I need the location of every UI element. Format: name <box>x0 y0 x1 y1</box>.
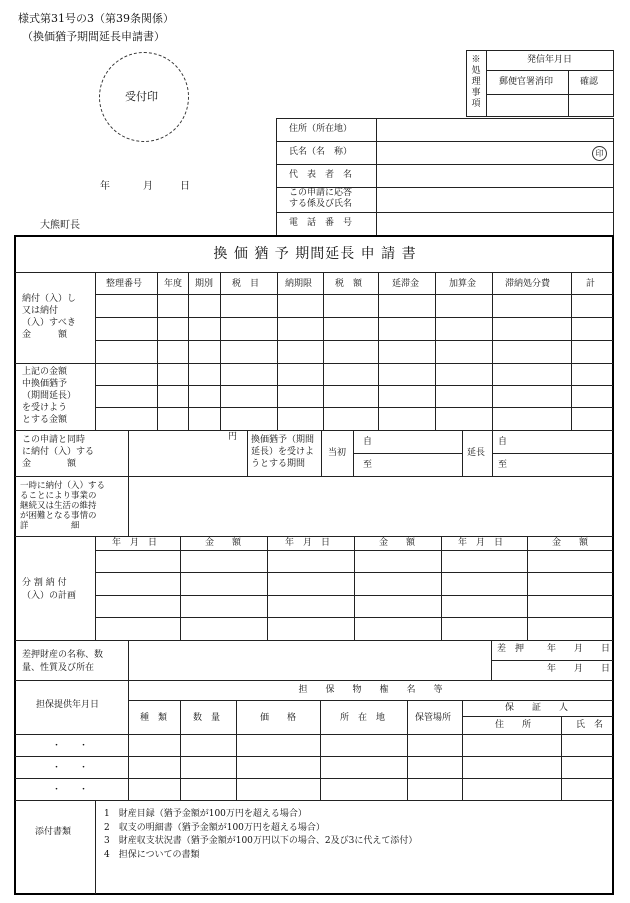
seizure-ymd-1: 年 月 日 <box>547 644 611 654</box>
postmark-label: 郵便官署消印 <box>499 77 554 87</box>
contact-label-2: する係及び氏名 <box>289 199 353 209</box>
inst-date-2: 年 月 日 <box>285 538 331 548</box>
attachment-item: 3 財産収支状況書（猶予金額が100万円以下の場合、2及び3に代えて添付） <box>104 836 418 846</box>
col-guarantor-name: 氏 名 <box>576 720 604 730</box>
extension-from: 自 <box>498 437 508 447</box>
col-guarantor: 保 証 人 <box>505 703 569 713</box>
inst-date-1: 年 月 日 <box>112 538 158 548</box>
col-location: 所 在 地 <box>340 713 386 723</box>
collateral-date-1: ・ ・ <box>52 741 89 751</box>
col-quantity: 数 量 <box>193 713 221 723</box>
collateral-group-header: 担 保 物 権 名 等 <box>298 685 443 695</box>
collateral-date-label: 担保提供年月日 <box>36 700 100 710</box>
yen-unit: 円 <box>228 432 238 442</box>
col-price: 価 格 <box>260 713 297 723</box>
initial-from: 自 <box>363 437 373 447</box>
col-storage: 保管場所 <box>415 713 452 723</box>
col-tax-item: 税 目 <box>232 279 260 289</box>
col-late-fee: 延滞金 <box>392 279 420 289</box>
attachment-item: 4 担保についての書類 <box>104 849 200 860</box>
col-total: 計 <box>586 279 596 289</box>
contact-label-1: この申請に応答 <box>289 188 353 198</box>
initial-label: 当初 <box>328 448 347 458</box>
form-number: 様式第31号の3（第39条関係） <box>18 12 174 25</box>
col-ref-no: 整理番号 <box>106 279 143 289</box>
seizure-label: 差 押 <box>497 644 525 654</box>
confirm-label: 確認 <box>580 77 599 87</box>
attachments-list <box>104 808 417 862</box>
col-guarantor-address: 住 所 <box>495 720 532 730</box>
form-title: 換 価 猶 予 期間延長 申 請 書 <box>213 246 417 262</box>
collateral-date-2: ・ ・ <box>52 763 89 773</box>
simultaneous-label: この申請と同時 に納付（入）する 金 額 <box>22 435 95 469</box>
col-disposition-cost: 滞納処分費 <box>505 279 551 289</box>
date-year: 年 <box>100 181 110 192</box>
hardship-label: 一時に納付（入）する ることにより事業の 継続又は生活の維持 が困難となる事情の 詳 細 <box>20 481 106 531</box>
col-period: 期別 <box>195 279 214 289</box>
name-label: 氏名（名 称） <box>289 147 353 157</box>
initial-to: 至 <box>363 460 373 470</box>
extension-label: 延長 <box>467 448 486 458</box>
date-month: 月 <box>143 181 153 192</box>
processing-label: ※処理事項 <box>471 55 481 109</box>
row-due-amount-label: 納付（入）し 又は納付 （入）すべき 金 額 <box>22 294 77 340</box>
collateral-date-3: ・ ・ <box>52 785 89 795</box>
col-additional: 加算金 <box>449 279 477 289</box>
inst-amount-2: 金 額 <box>379 538 416 548</box>
stamp-label: 受付印 <box>125 90 158 103</box>
col-tax-amount: 税 額 <box>335 279 363 289</box>
addressee: 大熊町長 <box>40 220 80 231</box>
send-date-label: 発信年月日 <box>527 55 573 65</box>
attachment-item: 1 財産目録（猶予金額が100万円を超える場合） <box>104 809 307 819</box>
inst-date-3: 年 月 日 <box>458 538 504 548</box>
representative-label: 代 表 者 名 <box>289 170 353 180</box>
inst-amount-1: 金 額 <box>205 538 242 548</box>
row-deferral-amount-label: 上記の金額 中換価猶予 （期間延長） を受けよう とする金額 <box>22 367 77 425</box>
extension-to: 至 <box>498 460 508 470</box>
date-day: 日 <box>180 181 190 192</box>
address-label: 住所（所在地） <box>289 124 353 134</box>
seized-label: 差押財産の名称、数 量、性質及び所在 <box>22 650 104 673</box>
seizure-ymd-2: 年 月 日 <box>547 664 611 674</box>
col-kind: 種 類 <box>140 713 168 723</box>
main-frame <box>14 235 614 895</box>
attachments-label: 添付書類 <box>35 827 72 837</box>
form-subtitle: （換価猶予期間延長申請書） <box>22 30 165 43</box>
col-year: 年度 <box>164 279 183 289</box>
attachment-item: 2 収支の明細書（猶予金額が100万円を超える場合） <box>104 822 325 833</box>
period-label: 換価猶予（期間 延長）を受けよ うとする期間 <box>251 435 315 469</box>
installment-label: 分 割 納 付 （入）の計画 <box>22 578 77 601</box>
phone-label: 電 話 番 号 <box>289 218 353 228</box>
col-due-date: 納期限 <box>285 279 313 289</box>
inst-amount-3: 金 額 <box>552 538 589 548</box>
seal-mark: 印 <box>592 146 607 161</box>
